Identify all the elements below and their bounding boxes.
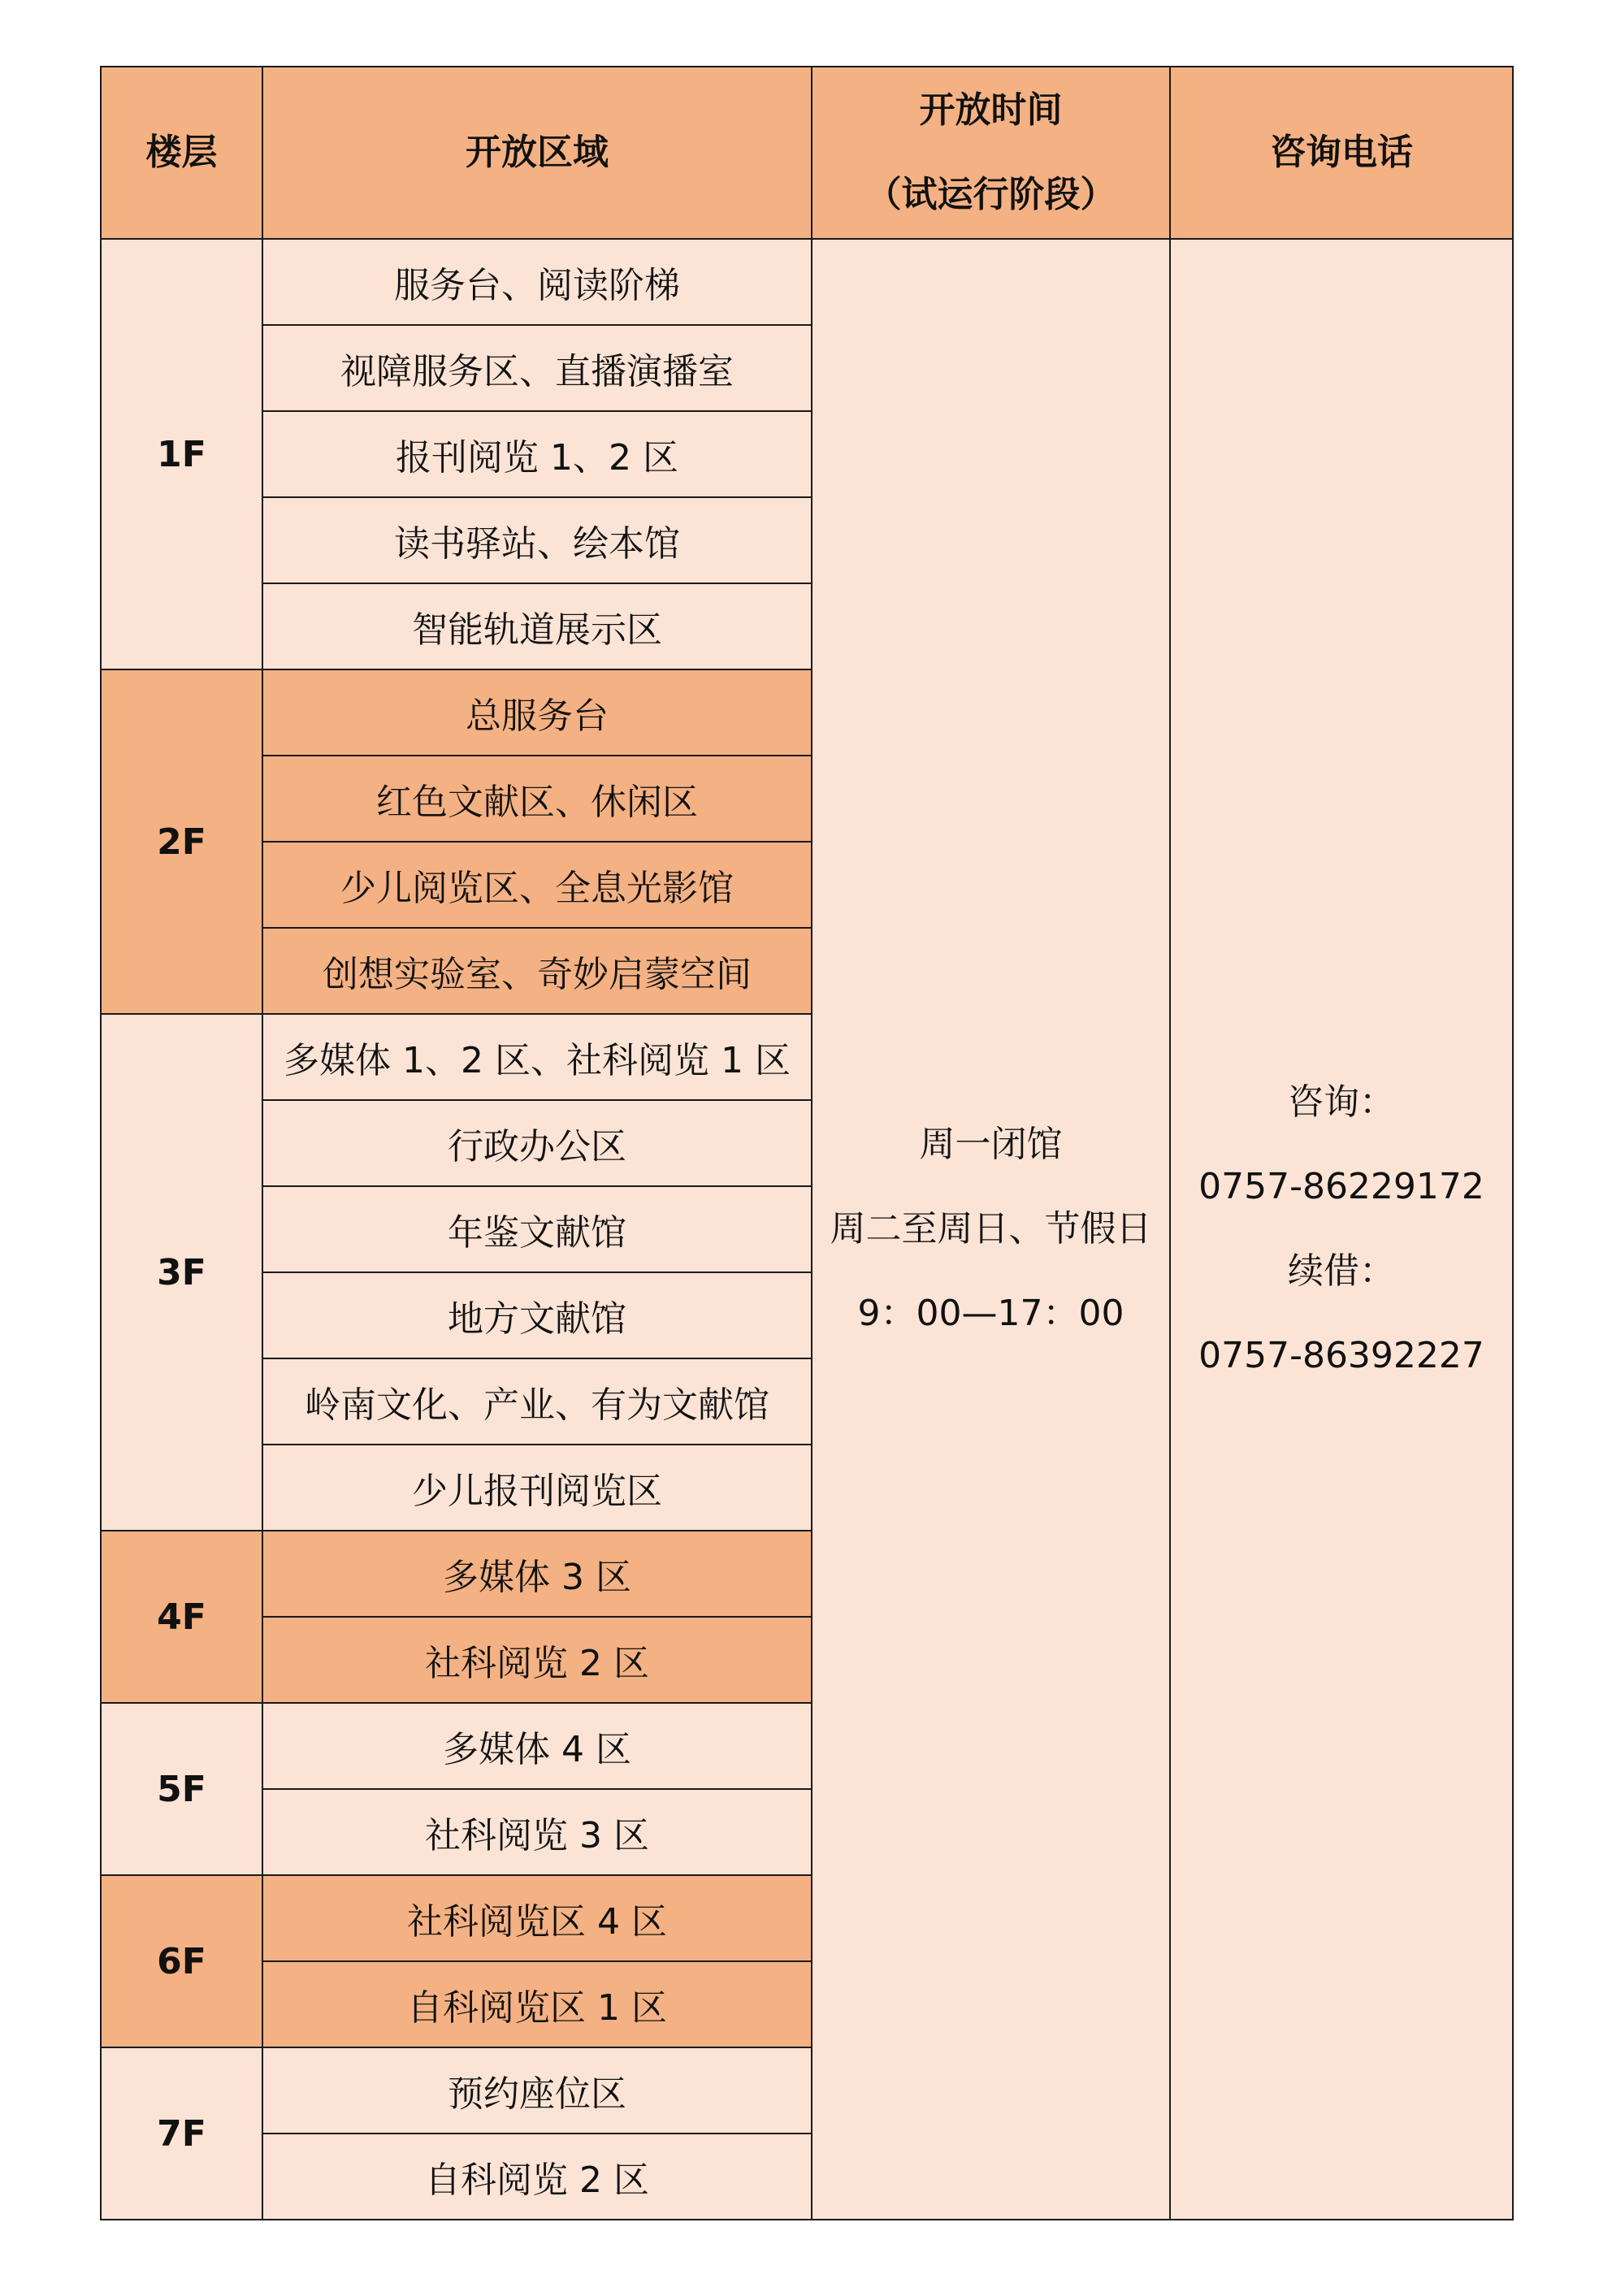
- consult-label: 咨询：: [1288, 1081, 1395, 1123]
- floor-label: 3F: [101, 1014, 262, 1531]
- opening-schedule-table: [100, 66, 1514, 2220]
- header-floor: 楼层: [101, 67, 262, 239]
- area-name: 行政办公区: [262, 1100, 812, 1186]
- floor-label: 1F: [101, 239, 262, 669]
- header-opening-time: [812, 67, 1170, 239]
- area-name: 报刊阅览 1、2 区: [262, 411, 812, 497]
- header-area: 开放区域: [262, 67, 812, 239]
- contact-phone-cell: [1170, 239, 1513, 2220]
- floor-label: 4F: [101, 1531, 262, 1703]
- area-name: 总服务台: [262, 669, 812, 756]
- area-name: 岭南文化、产业、有为文献馆: [262, 1358, 812, 1445]
- area-name: 服务台、阅读阶梯: [262, 239, 812, 325]
- header-opening-time-note: （试运行阶段）: [865, 174, 1116, 215]
- floor-label: 2F: [101, 669, 262, 1014]
- area-name: 读书驿站、绘本馆: [262, 497, 812, 583]
- floor-label: 6F: [101, 1875, 262, 2047]
- header-opening-time-title: 开放时间: [919, 89, 1063, 131]
- area-name: 预约座位区: [262, 2047, 812, 2134]
- opening-hours-cell: [812, 239, 1170, 2220]
- floor-label: 7F: [101, 2047, 262, 2220]
- area-name: 智能轨道展示区: [262, 583, 812, 669]
- renew-phone: 0757-86392227: [1198, 1335, 1484, 1376]
- renew-label: 续借：: [1288, 1250, 1395, 1292]
- area-name: 多媒体 3 区: [262, 1531, 812, 1617]
- area-name: 社科阅览区 4 区: [262, 1875, 812, 1961]
- area-name: 社科阅览 2 区: [262, 1617, 812, 1703]
- area-name: 红色文献区、休闲区: [262, 756, 812, 842]
- area-name: 少儿报刊阅览区: [262, 1445, 812, 1531]
- table-header-row: [101, 67, 1513, 239]
- open-hours-text: 9：00—17：00: [857, 1293, 1124, 1334]
- area-name: 视障服务区、直播演播室: [262, 325, 812, 411]
- table-body: [101, 239, 1513, 2220]
- area-name: 自科阅览区 1 区: [262, 1961, 812, 2047]
- area-name: 自科阅览 2 区: [262, 2134, 812, 2220]
- area-name: 多媒体 1、2 区、社科阅览 1 区: [262, 1014, 812, 1100]
- table-row: [101, 239, 1513, 325]
- floor-label: 5F: [101, 1703, 262, 1875]
- consult-phone: 0757-86229172: [1198, 1166, 1484, 1207]
- open-days-text: 周二至周日、节假日: [830, 1208, 1152, 1250]
- closed-day-text: 周一闭馆: [919, 1124, 1063, 1165]
- area-name: 地方文献馆: [262, 1272, 812, 1358]
- area-name: 少儿阅览区、全息光影馆: [262, 842, 812, 928]
- area-name: 年鉴文献馆: [262, 1186, 812, 1272]
- header-phone: 咨询电话: [1170, 67, 1513, 239]
- area-name: 社科阅览 3 区: [262, 1789, 812, 1875]
- area-name: 多媒体 4 区: [262, 1703, 812, 1789]
- area-name: 创想实验室、奇妙启蒙空间: [262, 928, 812, 1014]
